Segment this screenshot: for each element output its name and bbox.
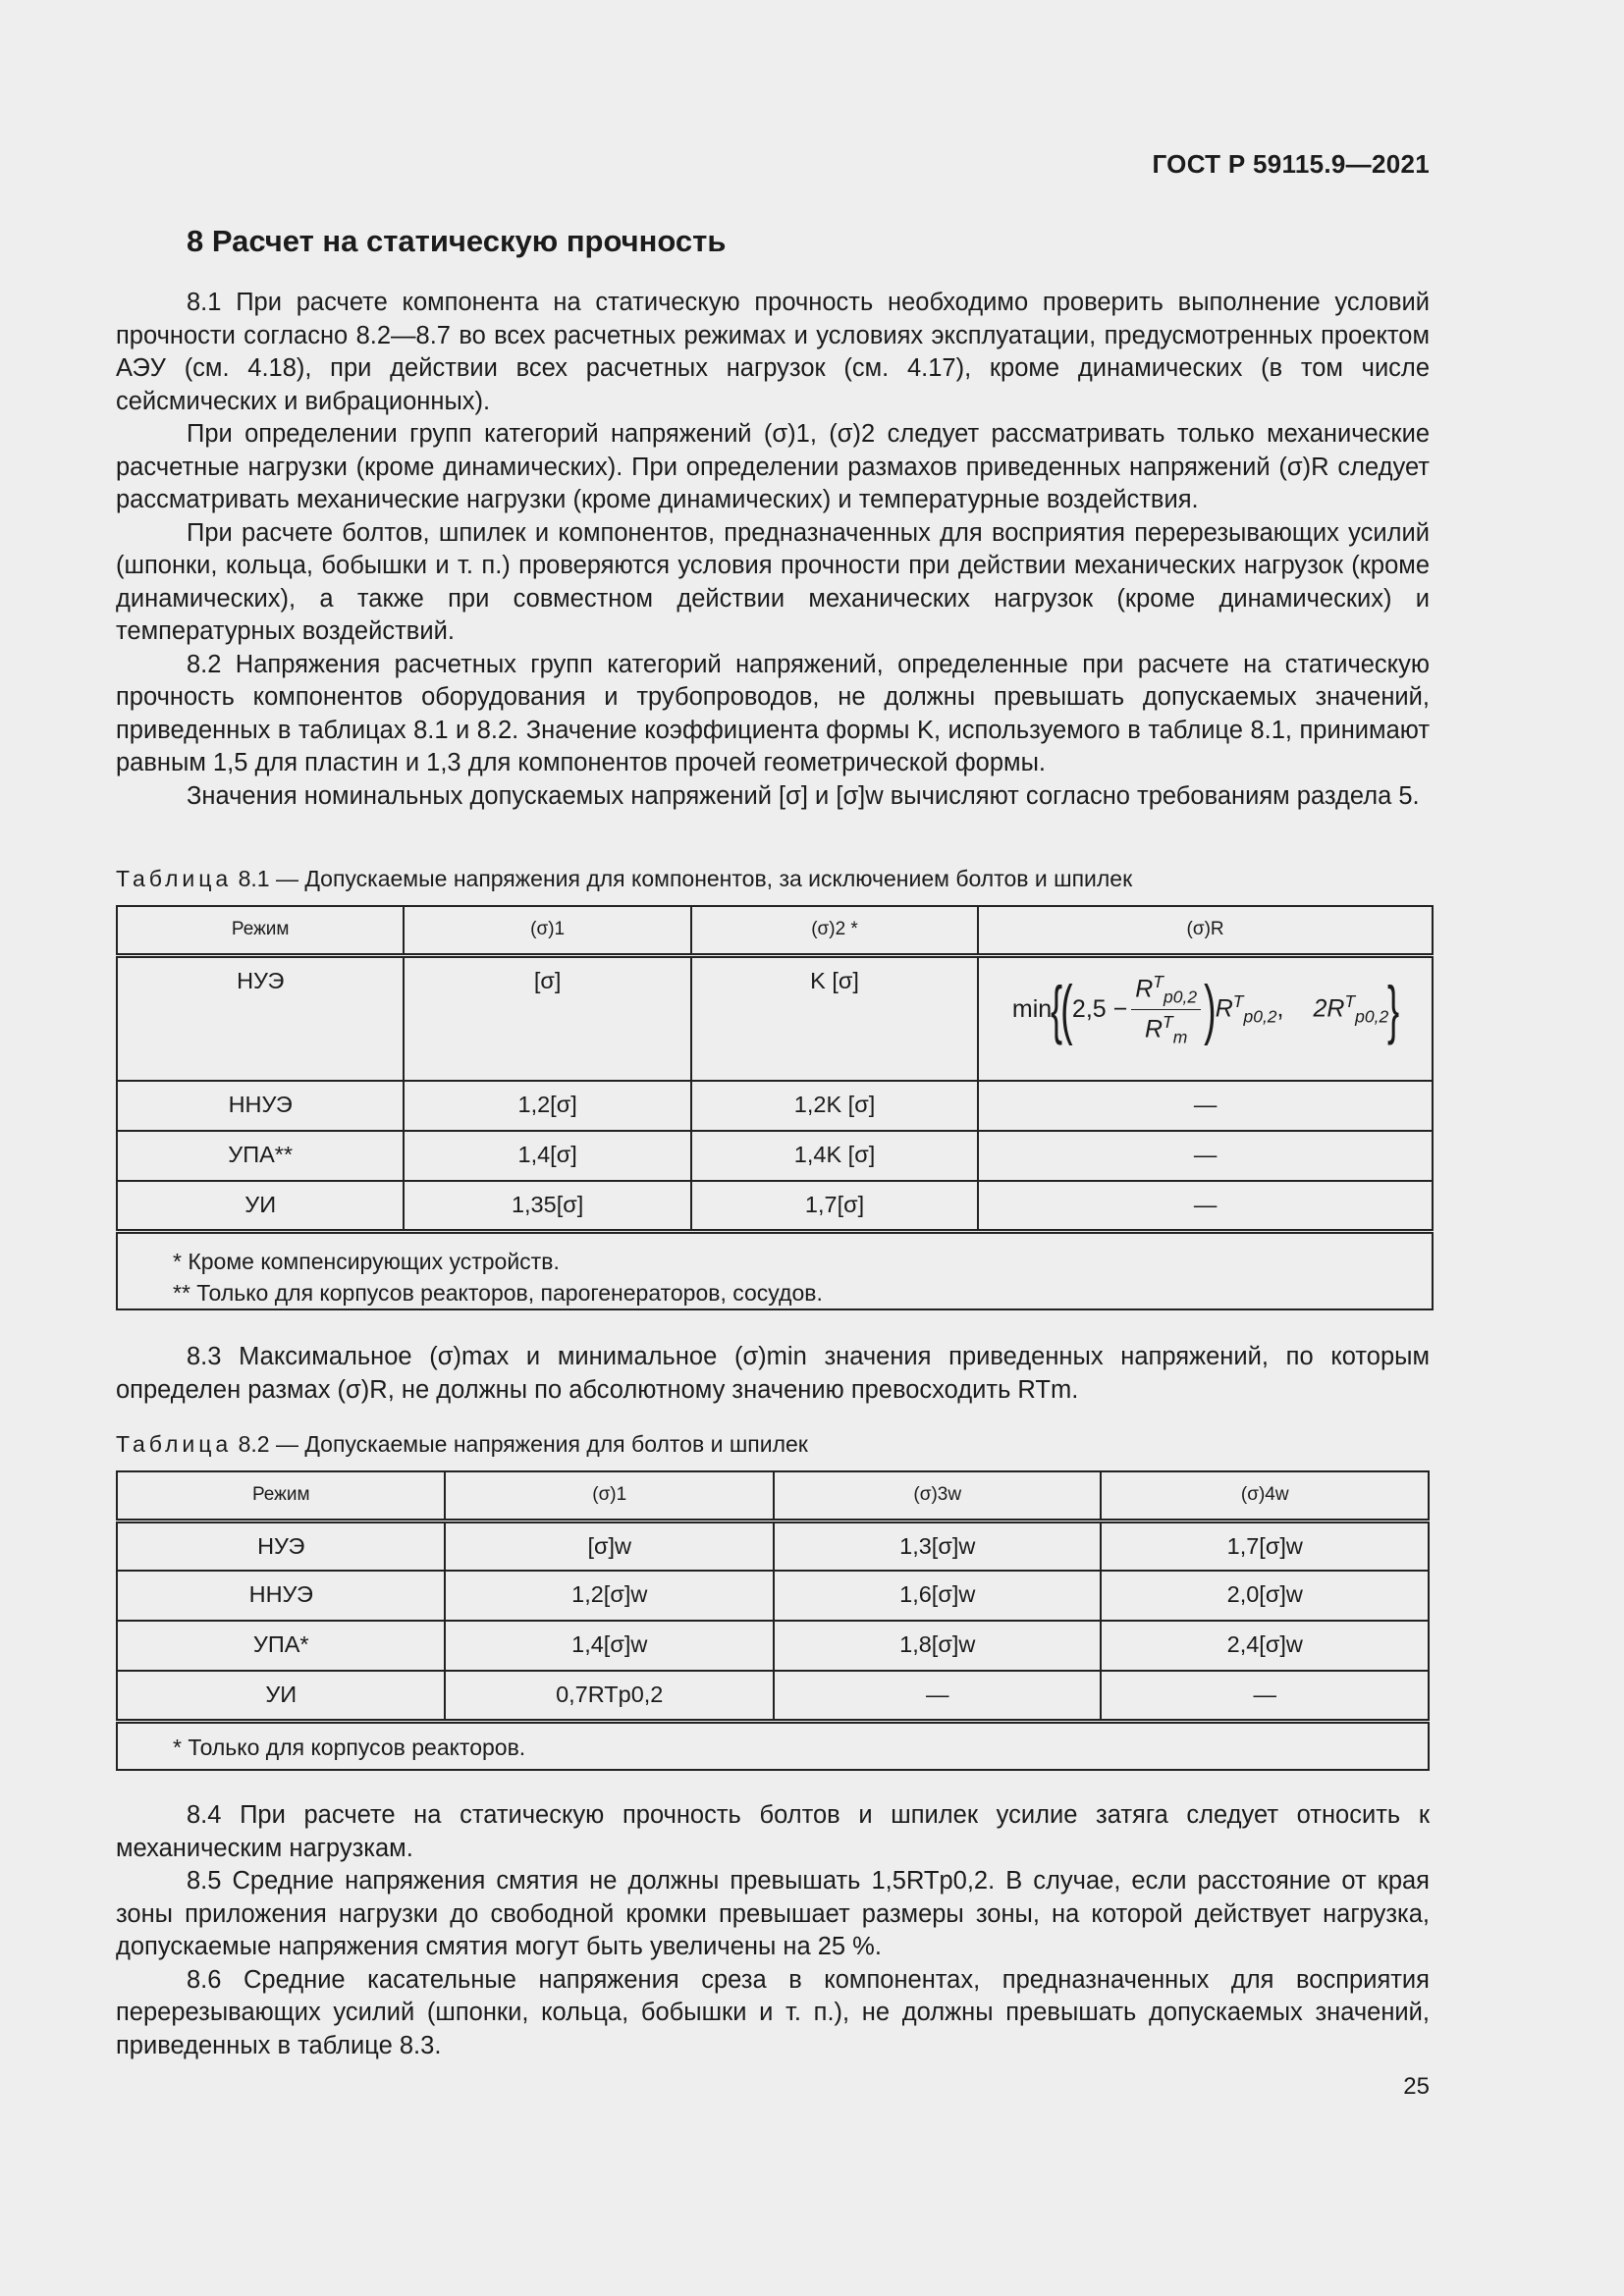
- table-row: [117, 1521, 1429, 1571]
- formula-multiplier: $R^T_{p0,2}$,: [1215, 991, 1284, 1027]
- paragraph-8-6: 8.6 Средние касательные напряжения среза в компонентах, предназначенных для восприятия перерезывающих усилий (шпонки, кольца, бобышки и т. п.), не должны превышать допускаемых значений, приведенных в таблице 8.3.: [116, 1965, 1430, 2059]
- table-1-header-cell: Режим: [117, 906, 404, 955]
- table-1-notes-row: [117, 1231, 1433, 1309]
- table-cell: —: [978, 1131, 1433, 1181]
- table-2-header-cell: Режим: [117, 1471, 445, 1521]
- table-cell: —: [978, 1081, 1433, 1131]
- paragraph-nominal-stress: Значения номинальных допускаемых напряжений [σ] и [σ]w вычисляют согласно требованиям раздела 5.: [187, 781, 1420, 810]
- table-cell: —: [774, 1671, 1101, 1721]
- table-2-notes: [117, 1721, 1429, 1770]
- section-intro: [116, 287, 1430, 813]
- table-note: * Кроме компенсирующих устройств.: [173, 1248, 560, 1274]
- table-row: [117, 1131, 1433, 1181]
- table-cell: 0,7RTp0,2: [445, 1671, 774, 1721]
- table-2-caption: [116, 1431, 808, 1458]
- table-2: [116, 1470, 1430, 1771]
- section-closing: [116, 1799, 1430, 2062]
- fraction-numerator: $R^T_{p0,2}$: [1131, 972, 1201, 1010]
- table-1-caption-text: 8.1 — Допускаемые напряжения для компонентов, за исключением болтов и шпилек: [238, 866, 1133, 891]
- table-cell: 1,4K [σ]: [691, 1131, 978, 1181]
- fraction-denominator: $R^T_m$: [1144, 1011, 1188, 1047]
- paragraph-8-1: 8.1 При расчете компонента на статическую прочность необходимо проверить выполнение условий прочности согласно 8.2—8.7 во всех расчетных режимах и условиях эксплуатации, предусмотренных проектом АЭУ (см. 4.18), при действии всех расчетных нагрузок (см. 4.17), кроме динамических (в том числе сейсмических и вибрационных).: [116, 289, 1430, 415]
- formula-second-term: $2R^T_{p0,2}$: [1313, 991, 1389, 1027]
- table-cell: 2,0[σ]w: [1101, 1571, 1429, 1621]
- table-cell: НУЭ: [117, 955, 404, 1081]
- table-1: [116, 905, 1434, 1310]
- table-note: ** Только для корпусов реакторов, парогенераторов, сосудов.: [173, 1279, 823, 1306]
- table-cell: —: [978, 1181, 1433, 1231]
- table-2-header-cell: (σ)3w: [774, 1471, 1101, 1521]
- paragraph-bolts: При расчете болтов, шпилек и компонентов, предназначенных для восприятия перерезывающих усилий (шпонки, кольца, бобышки и т. п.) проверяются условия прочности при действии механических нагрузок (кроме динамических), а также при совместном действии механических нагрузок (кроме динамических) и температурных воздействий.: [116, 518, 1430, 645]
- left-brace-icon: {: [1051, 973, 1063, 1046]
- table-cell: 1,35[σ]: [404, 1181, 690, 1231]
- paragraph-8-3-block: [116, 1341, 1430, 1407]
- table-row: [117, 1671, 1429, 1721]
- table-1-caption-word: Таблица: [116, 866, 233, 891]
- table-cell: 1,6[σ]w: [774, 1571, 1101, 1621]
- table-cell: 1,3[σ]w: [774, 1521, 1101, 1571]
- table-2-header-cell: (σ)1: [445, 1471, 774, 1521]
- paragraph-8-5: 8.5 Средние напряжения смятия не должны превышать 1,5RTp0,2. В случае, если расстояние от края зоны приложения нагрузки до свободной кромки превышает размеры зоны, на которой действует нагрузка, допускаемые напряжения смятия могут быть увеличены на 25 %.: [116, 1867, 1430, 1960]
- left-paren-icon: (: [1060, 972, 1073, 1047]
- paragraph-8-2: 8.2 Напряжения расчетных групп категорий напряжений, определенные при расчете на статическую прочность компонентов оборудования и трубопроводов, не должны превышать допускаемых значений, приведенных в таблицах 8.1 и 8.2. Значение коэффициента формы K, используемого в таблице 8.1, принимают равным 1,5 для пластин и 1,3 для компонентов прочей геометрической формы.: [116, 650, 1430, 776]
- table-cell: ННУЭ: [117, 1571, 445, 1621]
- table-1-header-cell: (σ)2 *: [691, 906, 978, 955]
- table-cell: УПА**: [117, 1131, 404, 1181]
- table-cell: [σ]: [404, 955, 690, 1081]
- formula-min: min: [1011, 994, 1053, 1023]
- table-cell: 1,7[σ]w: [1101, 1521, 1429, 1571]
- right-brace-icon: }: [1387, 973, 1400, 1046]
- paragraph-stress-groups: При определении групп категорий напряжений (σ)1, (σ)2 следует рассматривать только механические расчетные нагрузки (кроме динамических). При определении размахов приведенных напряжений (σ)R следует рассматривать механические нагрузки (кроме динамических) и температурные воздействия.: [116, 420, 1430, 513]
- table-2-caption-text: 8.2 — Допускаемые напряжения для болтов и шпилек: [238, 1431, 808, 1457]
- table-cell: [σ]w: [445, 1521, 774, 1571]
- table-1-notes: [117, 1231, 1433, 1309]
- table-cell: 1,7[σ]: [691, 1181, 978, 1231]
- table-row: [117, 1181, 1433, 1231]
- table-cell: УПА*: [117, 1621, 445, 1671]
- table-cell: 1,2[σ]w: [445, 1571, 774, 1621]
- table-note: * Только для корпусов реакторов.: [173, 1734, 526, 1760]
- table-cell: K [σ]: [691, 955, 978, 1081]
- formula-fraction: [1131, 972, 1201, 1048]
- table-cell: —: [1101, 1671, 1429, 1721]
- standard-id: ГОСТ Р 59115.9—2021: [1152, 149, 1430, 179]
- table-cell: УИ: [117, 1181, 404, 1231]
- section-title: 8 Расчет на статическую прочность: [187, 224, 727, 258]
- table-cell-formula: [978, 955, 1433, 1081]
- table-cell: 1,4[σ]w: [445, 1621, 774, 1671]
- table-cell: НУЭ: [117, 1521, 445, 1571]
- table-1-header-cell: (σ)R: [978, 906, 1433, 955]
- table-cell: 1,2[σ]: [404, 1081, 690, 1131]
- table-row: [117, 1571, 1429, 1621]
- table-cell: 1,4[σ]: [404, 1131, 690, 1181]
- table-row: [117, 955, 1433, 1081]
- table-1-header-row: [117, 906, 1433, 955]
- table-1-caption: [116, 866, 1132, 892]
- table-row: [117, 1621, 1429, 1671]
- table-cell: 1,8[σ]w: [774, 1621, 1101, 1671]
- paragraph-8-4: 8.4 При расчете на статическую прочность болтов и шпилек усилие затяга следует относить к механическим нагрузкам.: [116, 1801, 1430, 1862]
- table-row: [117, 1081, 1433, 1131]
- table-cell: ННУЭ: [117, 1081, 404, 1131]
- table-cell: 2,4[σ]w: [1101, 1621, 1429, 1671]
- table-cell: УИ: [117, 1671, 445, 1721]
- table-2-notes-row: [117, 1721, 1429, 1770]
- table-2-header-row: [117, 1471, 1429, 1521]
- table-1-header-cell: (σ)1: [404, 906, 690, 955]
- table-2-caption-word: Таблица: [116, 1431, 233, 1457]
- table-2-header-cell: (σ)4w: [1101, 1471, 1429, 1521]
- right-paren-icon: ): [1204, 972, 1217, 1047]
- page-number: 25: [1403, 2073, 1430, 2100]
- formula-constant: 2,5 −: [1071, 994, 1128, 1023]
- stress-range-formula: [979, 958, 1432, 1048]
- paragraph-8-3: 8.3 Максимальное (σ)max и минимальное (σ)min значения приведенных напряжений, по которым определен размах (σ)R, не должны по абсолютному значению превосходить RTm.: [116, 1343, 1430, 1404]
- table-cell: 1,2K [σ]: [691, 1081, 978, 1131]
